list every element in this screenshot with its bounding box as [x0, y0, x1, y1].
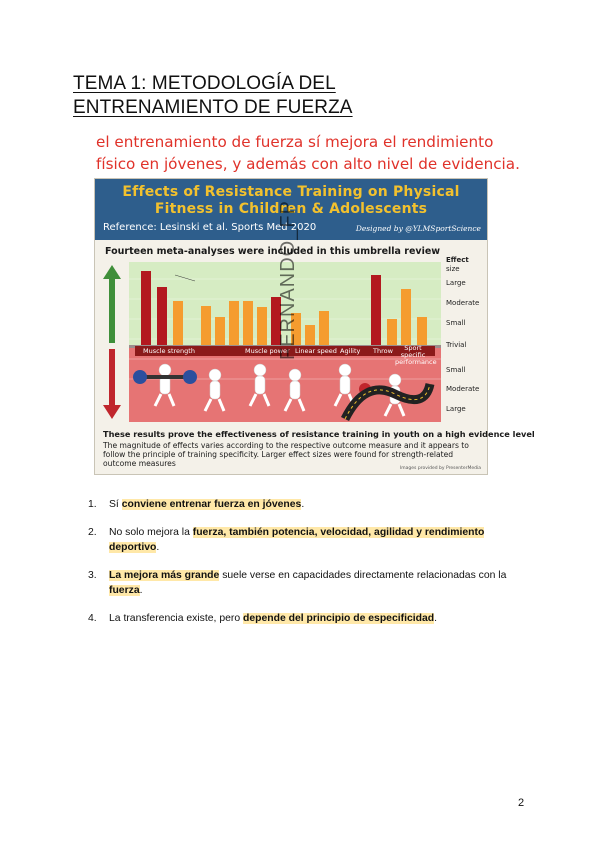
- document-title: [73, 72, 393, 120]
- barbell-bar: [140, 375, 190, 379]
- infographic-title-line-1: Effects of Resistance Training on Physical: [122, 184, 460, 200]
- highlighted-text: depende del principio de especificidad: [243, 613, 435, 624]
- effect-bar: [401, 289, 411, 345]
- effect-bar: [371, 275, 381, 345]
- effect-bar: [229, 301, 239, 345]
- effect-bar: [215, 317, 225, 345]
- effect-level-label: Small: [446, 319, 466, 327]
- list-text: Sí: [109, 499, 122, 510]
- athlete-figure-head: [289, 369, 301, 381]
- infographic-title-line-2: Fitness in Children & Adolescents: [154, 201, 428, 217]
- up-arrow-head: [103, 265, 121, 279]
- list-text: La transferencia existe, pero: [109, 613, 243, 624]
- list-text: No solo mejora la: [109, 527, 193, 538]
- list-text: .: [139, 585, 143, 596]
- list-number: 3.: [88, 570, 97, 581]
- effect-level-label: Trivial: [446, 341, 467, 349]
- infographic-reference: Reference: Lesinski et al. Sports Med 2020: [103, 222, 317, 233]
- athlete-figure-body: [290, 381, 300, 399]
- effect-level-label: Large: [446, 405, 466, 413]
- conclusion-text: The magnitude of effects varies according to the respective outcome measure and it appears to follow the principle of training specificity. Larger effect sizes were found for strength-related outcome measures: [103, 441, 469, 468]
- list-text: .: [434, 613, 438, 624]
- highlighted-text: fuerza, también potencia, velocidad, agilidad y rendimiento deportivo: [109, 527, 485, 553]
- infographic-subtitle: Fourteen meta-analyses were included in this umbrella review: [105, 246, 441, 257]
- athlete-figure-head: [339, 364, 351, 376]
- athlete-figure-head: [389, 374, 401, 386]
- conclusion-lead: These results prove the effectiveness of resistance training in youth on a high evidence level: [103, 429, 535, 439]
- category-label: Muscle power: [245, 347, 290, 355]
- barbell-weight: [133, 370, 147, 384]
- list-text: .: [301, 499, 305, 510]
- image-credit: Images provided by PresenterMedia: [399, 466, 481, 471]
- title-line-1: TEMA 1: METODOLOGÍA DEL: [73, 73, 336, 94]
- list-text: suele verse en capacidades directamente relacionadas con la: [219, 570, 507, 581]
- effect-level-label: Moderate: [446, 385, 480, 393]
- effect-bar: [387, 319, 397, 345]
- list-item: [88, 568, 528, 598]
- effect-bar: [243, 301, 253, 345]
- highlighted-text: conviene entrenar fuerza en jóvenes: [121, 499, 302, 510]
- list-item: [88, 497, 528, 512]
- list-number: 2.: [88, 527, 97, 538]
- effect-bar: [305, 325, 315, 345]
- effect-bar: [201, 306, 211, 345]
- barbell-weight: [183, 370, 197, 384]
- list-item: [88, 525, 528, 555]
- athlete-figure-body: [340, 376, 350, 394]
- title-line-2: ENTRENAMIENTO DE FUERZA: [73, 97, 353, 118]
- effect-bar: [417, 317, 427, 345]
- effect-bar: [173, 301, 183, 345]
- highlighted-text: La mejora más grande: [109, 570, 220, 581]
- effect-bar: [141, 271, 151, 345]
- effect-size-heading: size: [446, 265, 460, 273]
- effect-level-label: Small: [446, 366, 466, 374]
- list-number: 4.: [88, 613, 97, 624]
- effect-size-heading: Effect: [446, 256, 469, 264]
- effect-level-label: Large: [446, 279, 466, 287]
- effect-bar: [157, 287, 167, 345]
- infographic-credit: Designed by @YLMSportScience: [355, 224, 481, 233]
- athlete-figure-head: [159, 364, 171, 376]
- category-label: Agility: [340, 347, 361, 355]
- effect-level-label: Moderate: [446, 299, 480, 307]
- down-arrow-shaft: [109, 349, 115, 407]
- watermark: FERNANDO_FP: [277, 200, 299, 360]
- athlete-figure-head: [209, 369, 221, 381]
- category-label: Sport specific performance: [395, 344, 437, 366]
- effect-bar: [319, 311, 329, 345]
- page-number: 2: [518, 797, 525, 809]
- athlete-figure-body: [210, 381, 220, 399]
- category-label: Linear speed: [295, 347, 337, 355]
- up-arrow-shaft: [109, 277, 115, 343]
- note-line-2: físico en jóvenes, y además con alto nivel de evidencia.: [96, 155, 520, 173]
- athlete-figure-head: [254, 364, 266, 376]
- list-text: .: [156, 542, 160, 553]
- category-label: Muscle strength: [143, 347, 195, 355]
- athlete-figure-body: [255, 376, 265, 394]
- effect-bar: [257, 307, 267, 345]
- down-arrow-head: [103, 405, 121, 419]
- list-number: 1.: [88, 499, 97, 510]
- summary-list: [88, 497, 528, 639]
- category-label: Throw: [373, 347, 393, 355]
- highlighted-text: fuerza: [109, 585, 140, 596]
- handwritten-note: [96, 131, 556, 175]
- list-item: [88, 611, 528, 626]
- infographic-conclusion: [103, 429, 535, 468]
- note-line-1: el entrenamiento de fuerza sí mejora el rendimiento: [96, 133, 494, 151]
